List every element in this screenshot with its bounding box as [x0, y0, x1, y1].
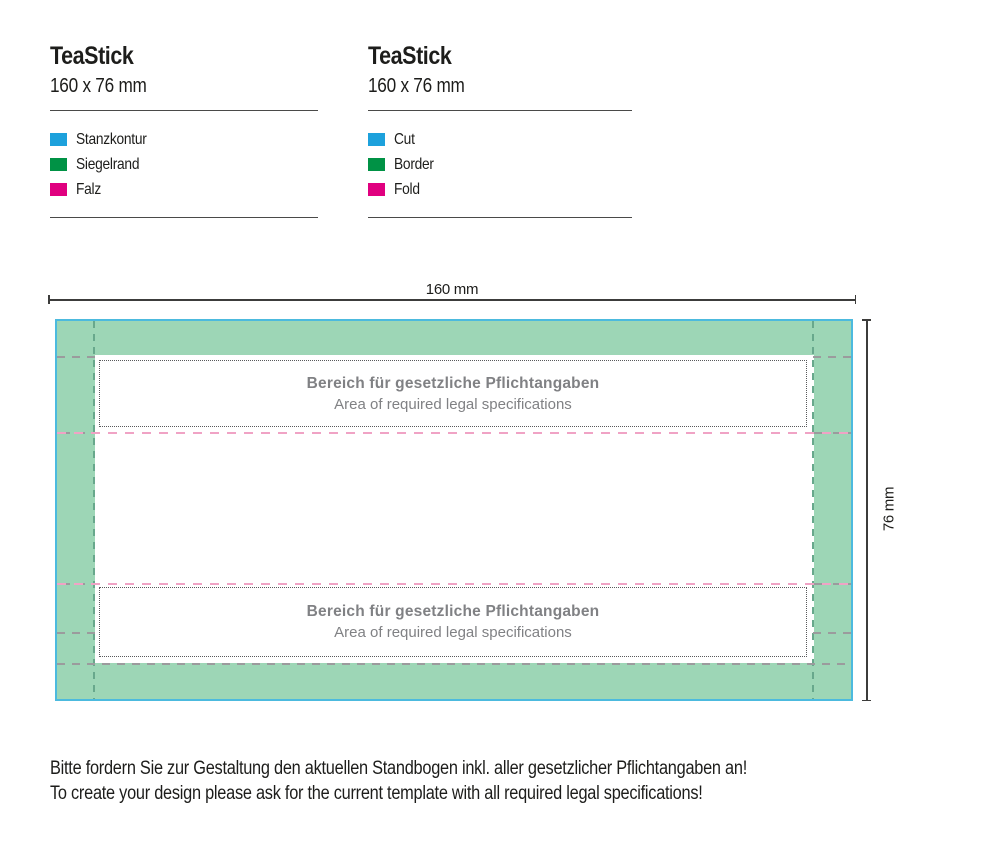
seal-border-dashed-line-right	[812, 321, 814, 699]
seal-mark-dashed-line	[57, 356, 95, 358]
border-color-swatch	[50, 158, 67, 171]
height-dimension-label: 76 mm	[880, 486, 898, 532]
fold-line-bottom	[57, 583, 851, 585]
dimension-end-tick	[855, 295, 857, 304]
fold-line-top	[57, 432, 851, 434]
teastick-dieline	[55, 319, 853, 701]
legend-row-stanzkontur	[50, 130, 318, 148]
fold-color-swatch	[368, 183, 385, 196]
divider-line	[50, 110, 318, 111]
width-dimension-label: 160 mm	[425, 281, 479, 298]
fold-color-swatch	[50, 183, 67, 196]
product-size: 160 x 76 mm	[368, 75, 465, 97]
cut-color-swatch	[50, 133, 67, 146]
footer-note	[50, 756, 860, 806]
footer-note-en: To create your design please ask for the current template with all required legal specifications!	[50, 783, 703, 804]
legend-items	[368, 130, 632, 198]
legal-area-top	[99, 360, 807, 427]
seal-mark-dashed-line	[57, 663, 851, 665]
legend-row-cut	[368, 130, 632, 148]
legend-block-german	[50, 42, 318, 218]
legend-label: Siegelrand	[76, 155, 140, 173]
product-size: 160 x 76 mm	[50, 75, 147, 97]
dimension-end-tick	[862, 319, 871, 321]
legal-area-text-en: Area of required legal specifications	[334, 395, 572, 413]
divider-line	[368, 217, 632, 218]
width-dimension-line	[48, 299, 856, 301]
legend-row-fold	[368, 180, 632, 198]
legend-items	[50, 130, 318, 198]
dimension-end-tick	[48, 295, 50, 304]
cut-color-swatch	[368, 133, 385, 146]
divider-line	[50, 217, 318, 218]
divider-line	[368, 110, 632, 111]
legend-label: Cut	[394, 130, 415, 148]
legend-label: Fold	[394, 180, 420, 198]
height-dimension-line	[866, 319, 868, 701]
legend-row-falz	[50, 180, 318, 198]
seal-mark-dashed-line	[813, 632, 851, 634]
footer-note-de: Bitte fordern Sie zur Gestaltung den aktuellen Standbogen inkl. aller gesetzlicher Pflichtangaben an!	[50, 758, 747, 779]
legend-label: Border	[394, 155, 434, 173]
legend-label: Falz	[76, 180, 101, 198]
seal-mark-dashed-line	[57, 632, 95, 634]
product-title: TeaStick	[50, 42, 134, 70]
legal-area-bottom	[99, 587, 807, 657]
seal-border-dashed-line-left	[93, 321, 95, 699]
legend-row-border	[368, 155, 632, 173]
seal-mark-dashed-line	[813, 356, 851, 358]
product-title: TeaStick	[368, 42, 452, 70]
legal-area-text-en: Area of required legal specifications	[334, 624, 572, 641]
legal-area-text-de: Bereich für gesetzliche Pflichtangaben	[306, 603, 600, 620]
dimension-end-tick	[862, 700, 871, 702]
legend-label: Stanzkontur	[76, 130, 147, 148]
border-color-swatch	[368, 158, 385, 171]
legend-row-siegelrand	[50, 155, 318, 173]
legal-area-text-de: Bereich für gesetzliche Pflichtangaben	[306, 374, 600, 392]
legend-block-english	[368, 42, 632, 218]
